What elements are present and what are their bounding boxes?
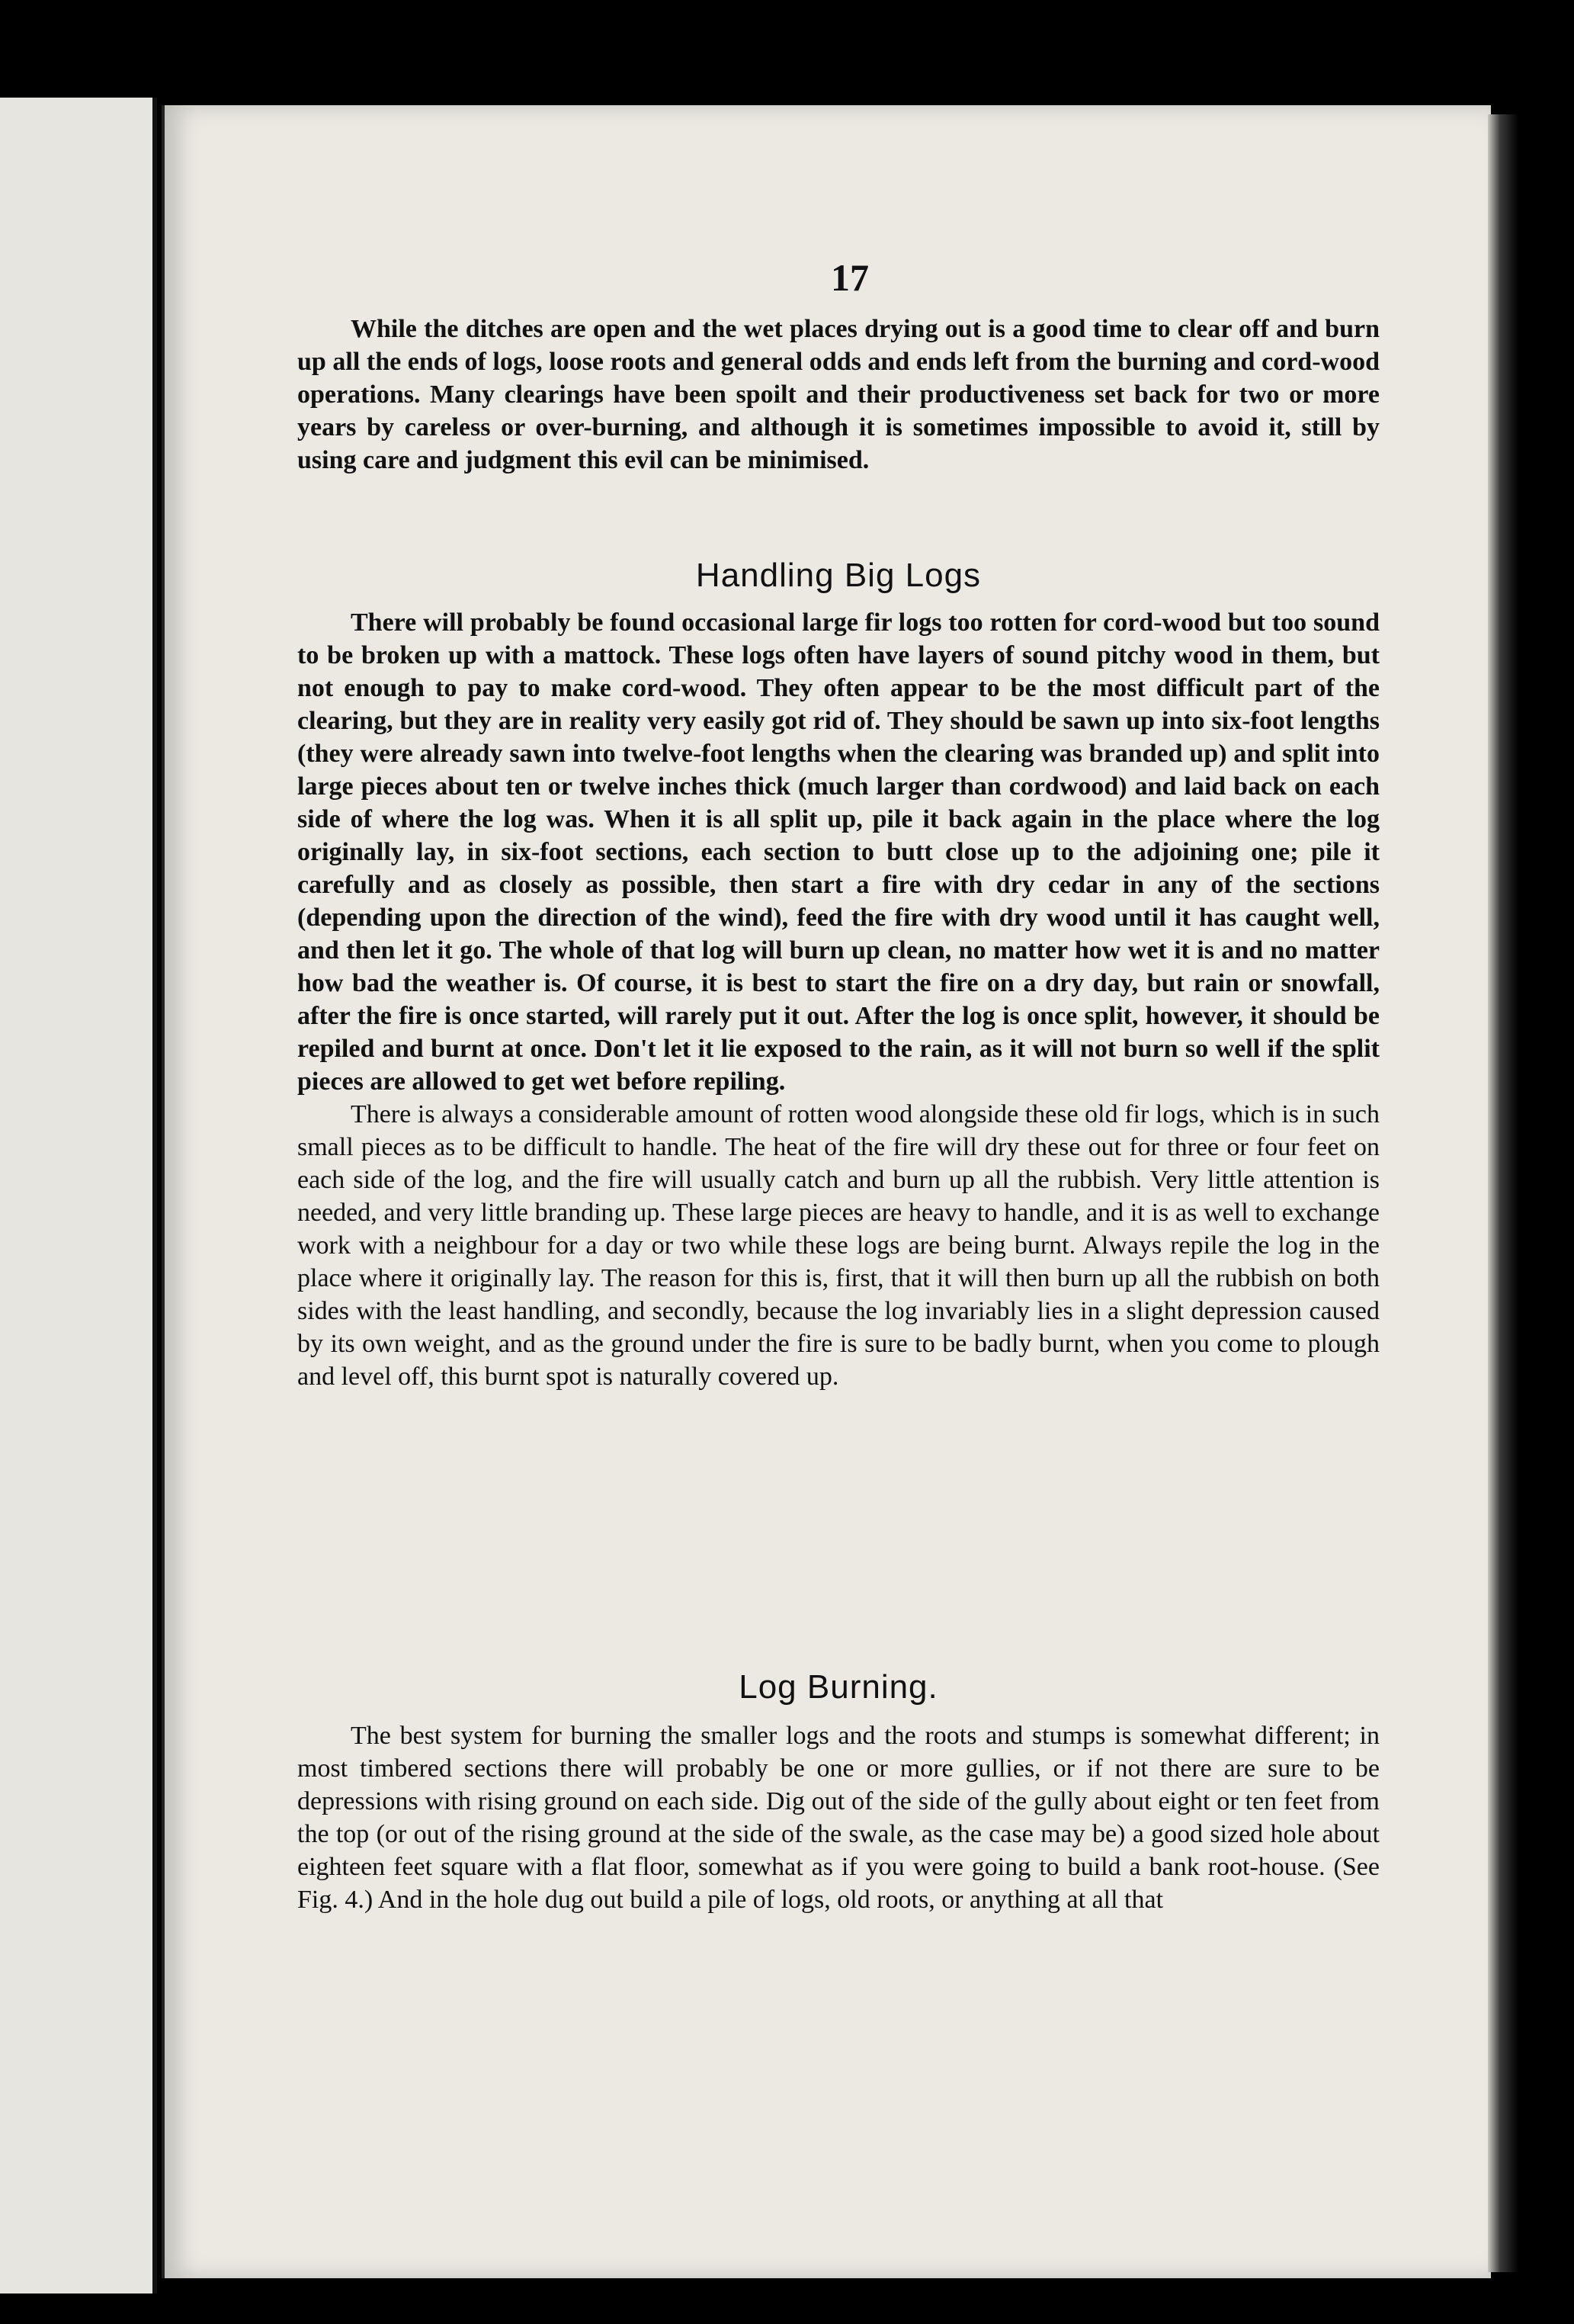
- paragraph: There will probably be found occasional large fir logs too rotten for cord-wood but too sound to be broken up with a mattock. These logs often have layers of sound pitchy wood in them, but not enough to pay to make cord-wood. They often appear to be the most difficult part of the clearing, but they are in reality very easily got rid of. They should be sawn up into six-foot lengths (they were already sawn into twelve-foot lengths when the clearing was branded up) and split into large pieces about ten or twelve inches thick (much larger than cordwood) and laid back on each side of where the log was. When it is all split up, pile it back again in the place where the log originally lay, in six-foot sections, each section to butt close up to the adjoining one; pile it carefully and as closely as possible, then start a fire with dry cedar in any of the sections (depending upon the direction of the wind), feed the fire with dry wood until it has caught well, and then let it go. The whole of that log will burn up clean, no matter how wet it is and no matter how bad the weather is. Of course, it is best to start the fire on a dry day, but rain or snowfall, after the fire is once started, will rarely put it out. After the log is once split, however, it should be repiled and burnt at once. Don't let it lie exposed to the rain, as it will not burn so well if the split pieces are allowed to get wet before repiling.: [297, 608, 1380, 1096]
- heading-log-burning: Log Burning.: [739, 1668, 938, 1706]
- heading-handling-big-logs: Handling Big Logs: [695, 557, 982, 594]
- log-burning-section: [297, 1719, 1380, 1916]
- page-right-edge: [1488, 114, 1518, 2272]
- paragraph: There is always a considerable amount of rotten wood alongside these old fir logs, which is in such small pieces as to be difficult to handle. The heat of the fire will dry these out for three or four feet on each side of the log, and the fire will usually catch and burn up all the rubbish. Very little attention is needed, and very little branding up. These large pieces are heavy to handle, and it is as well to exchange work with a neighbour for a day or two while these logs are being burnt. Always repile the log in the place where it originally lay. The reason for this is, first, that it will then burn up all the rubbish on both sides with the least handling, and secondly, because the log invariably lies in a slight depression caused by its own weight, and as the ground under the fire is sure to be badly burnt, when you come to plough and level off, this burnt spot is naturally covered up.: [297, 1100, 1380, 1391]
- intro-section: [297, 313, 1380, 477]
- big-logs-section: [297, 606, 1380, 1393]
- paragraph: The best system for burning the smaller logs and the roots and stumps is somewhat different; in most timbered sections there will probably be one or more gullies, or if not there are sure to be depressions with rising ground on each side. Dig out of the side of the gully about eight or ten feet from the top (or out of the rising ground at the side of the swale, as the case may be) a good sized hole about eighteen feet square with a flat floor, somewhat as if you were going to build a bank root-house. (See Fig. 4.) And in the hole dug out build a pile of logs, old roots, or anything at all that: [297, 1722, 1380, 1914]
- page-number: 17: [831, 256, 869, 299]
- paragraph: While the ditches are open and the wet places drying out is a good time to clear off and burn up all the ends of logs, loose roots and general odds and ends left from the burning and cord-wood operations. Many clearings have been spoilt and their productiveness set back for two or more years by careless or over-burning, and although it is sometimes impossible to avoid it, still by using care and judgment this evil can be minimised.: [297, 315, 1380, 474]
- left-page-edge: [0, 98, 157, 2294]
